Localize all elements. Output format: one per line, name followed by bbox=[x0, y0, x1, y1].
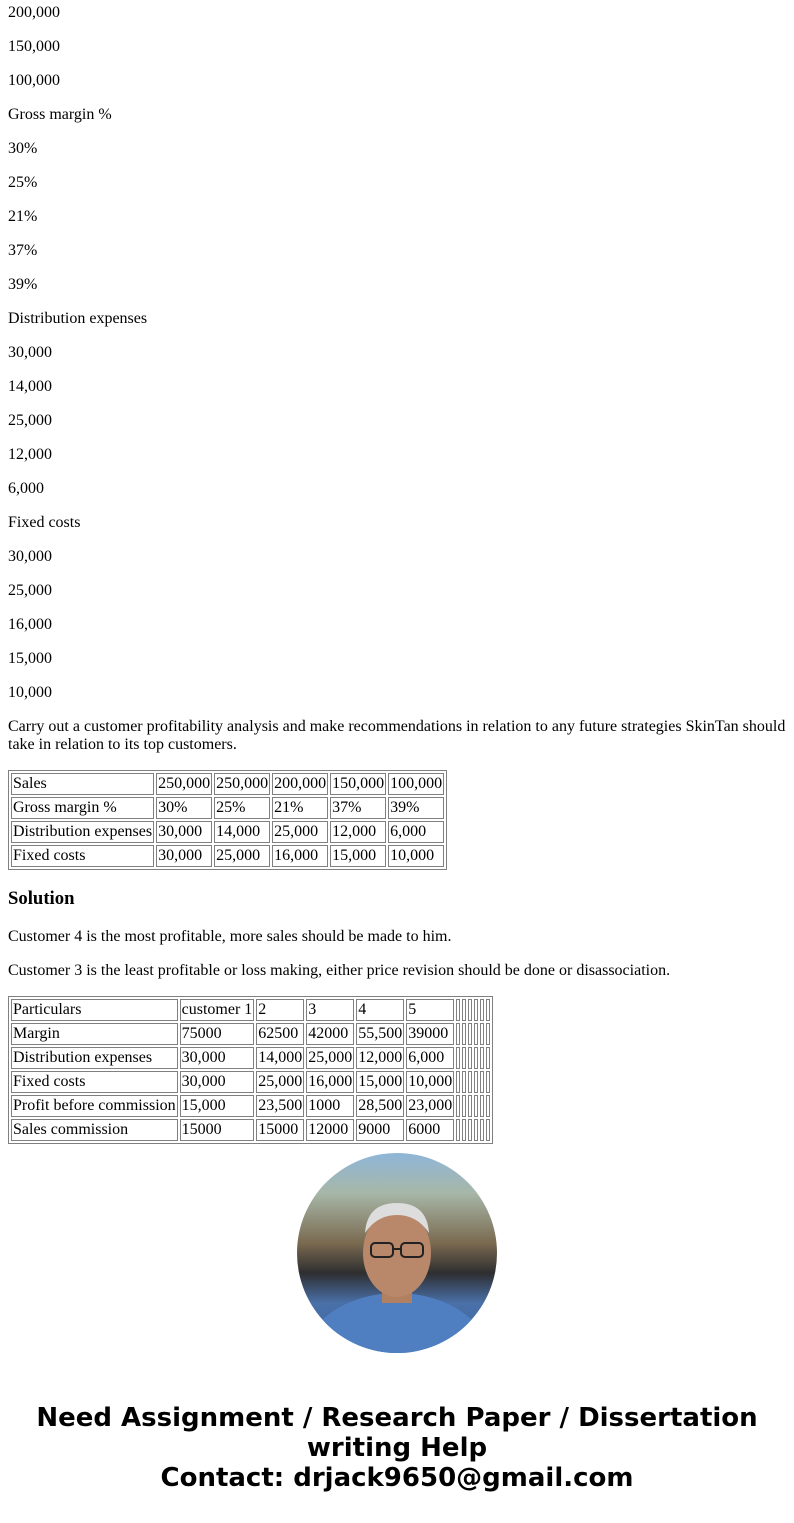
footer-help-text: Need Assignment / Research Paper / Dissertation writing Help bbox=[36, 1403, 758, 1463]
empty-cell bbox=[486, 1119, 490, 1141]
table-cell: 30,000 bbox=[156, 821, 212, 843]
value-line: 25% bbox=[8, 174, 38, 191]
table-cell: 12,000 bbox=[356, 1047, 404, 1069]
table-cell: customer 1 bbox=[180, 999, 255, 1021]
solution-line: Customer 3 is the least profitable or loss making, either price revision should be done or disassociation. bbox=[8, 962, 671, 979]
table-cell: Sales bbox=[11, 773, 154, 795]
empty-cell bbox=[456, 1023, 460, 1045]
table-cell: Margin bbox=[11, 1023, 178, 1045]
table-row bbox=[11, 1047, 490, 1069]
table-cell: 14,000 bbox=[214, 821, 270, 843]
table-cell: 15,000 bbox=[356, 1071, 404, 1093]
value-line: 12,000 bbox=[8, 446, 52, 463]
value-line: 15,000 bbox=[8, 650, 52, 667]
solution-line: Customer 4 is the most profitable, more sales should be made to him. bbox=[8, 928, 452, 945]
table-cell: Distribution expenses bbox=[11, 1047, 178, 1069]
table-cell: 16,000 bbox=[272, 845, 328, 867]
value-line: 25,000 bbox=[8, 412, 52, 429]
table-cell: 37% bbox=[330, 797, 386, 819]
table-cell: 15000 bbox=[180, 1119, 255, 1141]
empty-cell bbox=[462, 999, 466, 1021]
value-line: 39% bbox=[8, 276, 38, 293]
table-cell: 15,000 bbox=[330, 845, 386, 867]
table-cell: 25,000 bbox=[272, 821, 328, 843]
value-line: 30,000 bbox=[8, 344, 52, 361]
table-cell: 25,000 bbox=[306, 1047, 354, 1069]
table-row bbox=[11, 845, 444, 867]
value-line: 21% bbox=[8, 208, 38, 225]
table-cell: 6000 bbox=[406, 1119, 454, 1141]
value-line: 25,000 bbox=[8, 582, 52, 599]
empty-cell bbox=[468, 1047, 472, 1069]
value-list bbox=[8, 4, 786, 702]
table-row bbox=[11, 1119, 490, 1141]
value-line: Distribution expenses bbox=[8, 310, 148, 327]
profitability-table bbox=[8, 996, 493, 1144]
table-cell: 6,000 bbox=[406, 1047, 454, 1069]
table-cell: 62500 bbox=[256, 1023, 304, 1045]
table-cell: 30,000 bbox=[180, 1047, 255, 1069]
table-cell: 3 bbox=[306, 999, 354, 1021]
table-cell: 39000 bbox=[406, 1023, 454, 1045]
empty-cell bbox=[474, 1095, 478, 1117]
document-body bbox=[8, 0, 786, 1144]
empty-cell bbox=[474, 999, 478, 1021]
empty-cell bbox=[474, 1119, 478, 1141]
empty-cell bbox=[480, 1047, 484, 1069]
table-row bbox=[11, 999, 490, 1021]
table-cell: 15,000 bbox=[180, 1095, 255, 1117]
empty-cell bbox=[474, 1071, 478, 1093]
table-cell: 100,000 bbox=[388, 773, 444, 795]
empty-cell bbox=[462, 1071, 466, 1093]
empty-cell bbox=[468, 1095, 472, 1117]
table-cell: 9000 bbox=[356, 1119, 404, 1141]
empty-cell bbox=[480, 1095, 484, 1117]
table-cell: Distribution expenses bbox=[11, 821, 154, 843]
empty-cell bbox=[456, 1119, 460, 1141]
table-cell: 250,000 bbox=[214, 773, 270, 795]
table-cell: 23,500 bbox=[256, 1095, 304, 1117]
table-cell: Particulars bbox=[11, 999, 178, 1021]
empty-cell bbox=[486, 999, 490, 1021]
value-line: 30% bbox=[8, 140, 38, 157]
table-row bbox=[11, 797, 444, 819]
empty-cell bbox=[462, 1119, 466, 1141]
solution-heading: Solution bbox=[8, 888, 75, 909]
value-line: Fixed costs bbox=[8, 514, 81, 531]
table-cell: 14,000 bbox=[256, 1047, 304, 1069]
empty-cell bbox=[480, 1071, 484, 1093]
value-line: 14,000 bbox=[8, 378, 52, 395]
table-cell: 16,000 bbox=[306, 1071, 354, 1093]
customer-data-table bbox=[8, 770, 447, 870]
table-cell: 23,000 bbox=[406, 1095, 454, 1117]
table-cell: 28,500 bbox=[356, 1095, 404, 1117]
empty-cell bbox=[456, 1095, 460, 1117]
table-row bbox=[11, 773, 444, 795]
table-cell: Gross margin % bbox=[11, 797, 154, 819]
empty-cell bbox=[462, 1023, 466, 1045]
empty-cell bbox=[486, 1095, 490, 1117]
table-cell: 21% bbox=[272, 797, 328, 819]
value-line: 37% bbox=[8, 242, 38, 259]
value-line: 10,000 bbox=[8, 684, 52, 701]
table-cell: 12000 bbox=[306, 1119, 354, 1141]
table-cell: 39% bbox=[388, 797, 444, 819]
table-cell: 1000 bbox=[306, 1095, 354, 1117]
empty-cell bbox=[486, 1047, 490, 1069]
table-cell: 42000 bbox=[306, 1023, 354, 1045]
footer-contact: Contact: drjack9650@gmail.com bbox=[160, 1463, 634, 1493]
table-row bbox=[11, 1071, 490, 1093]
value-line: 30,000 bbox=[8, 548, 52, 565]
empty-cell bbox=[480, 999, 484, 1021]
table-cell: 2 bbox=[256, 999, 304, 1021]
empty-cell bbox=[474, 1023, 478, 1045]
empty-cell bbox=[468, 1023, 472, 1045]
table-cell: 12,000 bbox=[330, 821, 386, 843]
table-cell: Fixed costs bbox=[11, 1071, 178, 1093]
table-cell: 25,000 bbox=[214, 845, 270, 867]
table-row bbox=[11, 1023, 490, 1045]
footer-banner bbox=[0, 1403, 794, 1493]
question-text: Carry out a customer profitability analysis and make recommendations in relation to any future strategies SkinTan should take in relation to its top customers. bbox=[8, 718, 786, 753]
table-cell: 30,000 bbox=[156, 845, 212, 867]
table-cell: Fixed costs bbox=[11, 845, 154, 867]
table-cell: 150,000 bbox=[330, 773, 386, 795]
table-cell: 4 bbox=[356, 999, 404, 1021]
empty-cell bbox=[486, 1023, 490, 1045]
table-cell: 30% bbox=[156, 797, 212, 819]
value-line: 200,000 bbox=[8, 4, 60, 21]
empty-cell bbox=[456, 999, 460, 1021]
empty-cell bbox=[468, 999, 472, 1021]
table-cell: 30,000 bbox=[180, 1071, 255, 1093]
table-cell: 200,000 bbox=[272, 773, 328, 795]
author-avatar bbox=[297, 1153, 497, 1353]
table-cell: Sales commission bbox=[11, 1119, 178, 1141]
table-row bbox=[11, 821, 444, 843]
table-cell: 6,000 bbox=[388, 821, 444, 843]
empty-cell bbox=[486, 1071, 490, 1093]
value-line: 16,000 bbox=[8, 616, 52, 633]
table-cell: 25,000 bbox=[256, 1071, 304, 1093]
value-line: 150,000 bbox=[8, 38, 60, 55]
empty-cell bbox=[468, 1071, 472, 1093]
table-row bbox=[11, 1095, 490, 1117]
table-cell: 25% bbox=[214, 797, 270, 819]
table-cell: 10,000 bbox=[388, 845, 444, 867]
empty-cell bbox=[468, 1119, 472, 1141]
table-cell: 55,500 bbox=[356, 1023, 404, 1045]
table-cell: 15000 bbox=[256, 1119, 304, 1141]
empty-cell bbox=[456, 1047, 460, 1069]
value-line: 100,000 bbox=[8, 72, 60, 89]
empty-cell bbox=[474, 1047, 478, 1069]
empty-cell bbox=[480, 1119, 484, 1141]
empty-cell bbox=[456, 1071, 460, 1093]
table-cell: Profit before commission bbox=[11, 1095, 178, 1117]
empty-cell bbox=[480, 1023, 484, 1045]
empty-cell bbox=[462, 1095, 466, 1117]
value-line: Gross margin % bbox=[8, 106, 112, 123]
value-line: 6,000 bbox=[8, 480, 44, 497]
table-cell: 10,000 bbox=[406, 1071, 454, 1093]
table-cell: 250,000 bbox=[156, 773, 212, 795]
empty-cell bbox=[462, 1047, 466, 1069]
table-cell: 75000 bbox=[180, 1023, 255, 1045]
table-cell: 5 bbox=[406, 999, 454, 1021]
